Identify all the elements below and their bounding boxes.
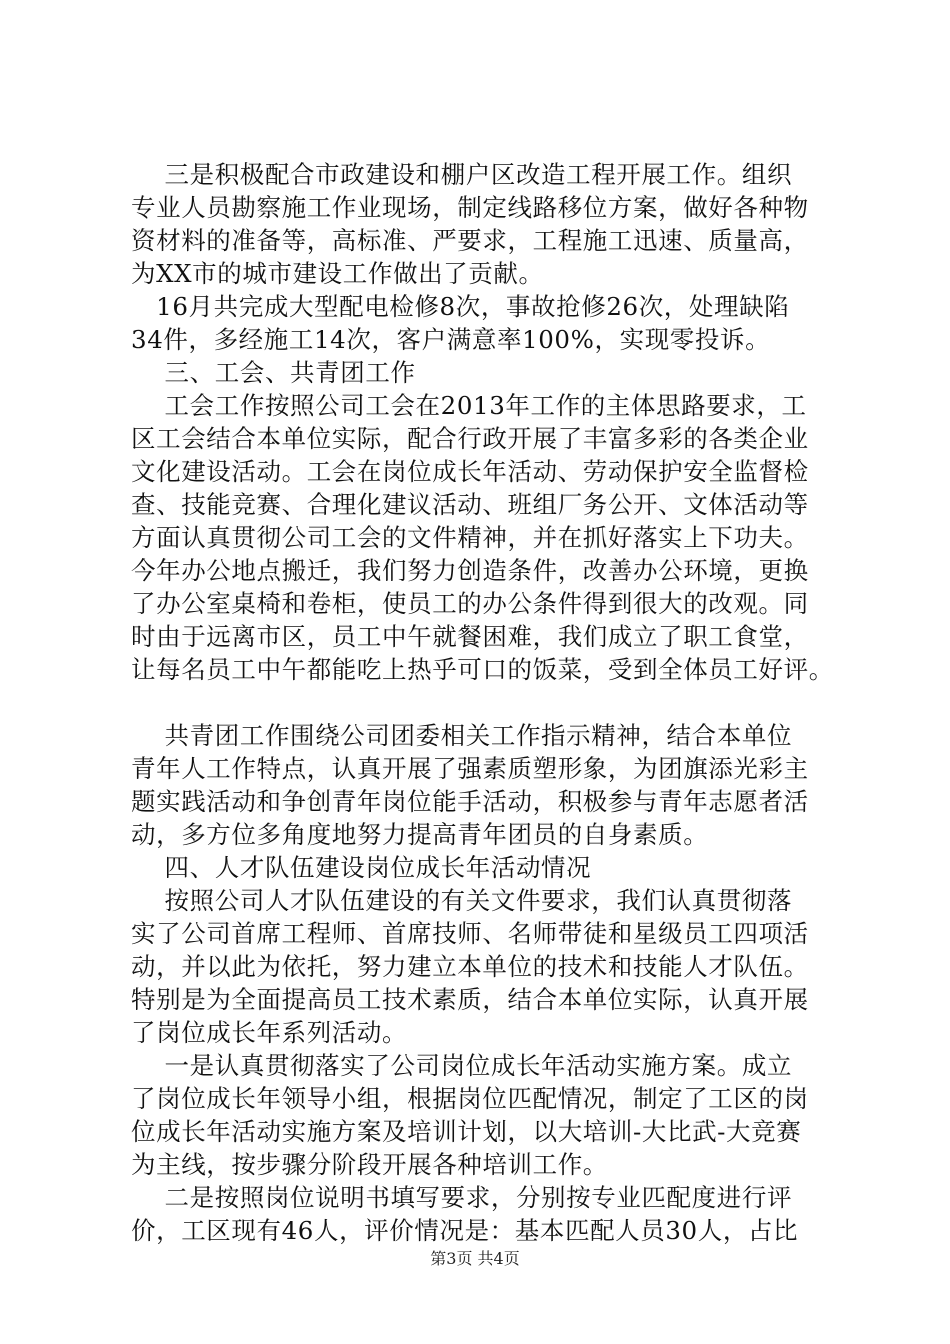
text-line: 了办公室桌椅和卷柜，使员工的办公条件得到很大的改观。同 — [131, 589, 809, 618]
text-line: 按照公司人才队伍建设的有关文件要求，我们认真贯彻落 — [131, 886, 793, 915]
text-line: 资材料的准备等，高标准、严要求，工程施工迅速、质量高， — [131, 226, 809, 255]
text-line: 价，工区现有46人，评价情况是：基本匹配人员30人，占比 — [131, 1216, 799, 1245]
text-line: 16月共完成大型配电检修8次，事故抢修26次，处理缺陷 — [131, 292, 790, 321]
text-line: 动，并以此为依托，努力建立本单位的技术和技能人才队伍。 — [131, 952, 809, 981]
text-line: 了岗位成长年系列活动。 — [131, 1018, 408, 1047]
blank-line — [131, 686, 861, 719]
text-line: 特别是为全面提高员工技术素质，结合本单位实际，认真开展 — [131, 985, 809, 1014]
text-line: 工会工作按照公司工会在2013年工作的主体思路要求，工 — [131, 391, 807, 420]
text-line: 让每名员工中午都能吃上热乎可口的饭菜，受到全体员工好评。 — [131, 655, 834, 684]
text-line: 34件，多经施工14次，客户满意率100%，实现零投诉。 — [131, 325, 771, 354]
text-line: 今年办公地点搬迁，我们努力创造条件，改善办公环境，更换 — [131, 556, 809, 585]
text-line: 为XX市的城市建设工作做出了贡献。 — [131, 259, 544, 288]
text-line: 查、技能竞赛、合理化建议活动、班组厂务公开、文体活动等 — [131, 490, 809, 519]
text-line: 位成长年活动实施方案及培训计划，以大培训-大比武-大竞赛 — [131, 1117, 802, 1146]
text-line: 了岗位成长年领导小组，根据岗位匹配情况，制定了工区的岗 — [131, 1084, 809, 1113]
text-line: 实了公司首席工程师、首席技师、名师带徒和星级员工四项活 — [131, 919, 809, 948]
text-line: 方面认真贯彻公司工会的文件精神，并在抓好落实上下功夫。 — [131, 523, 809, 552]
text-line: 三是积极配合市政建设和棚户区改造工程开展工作。组织 — [131, 160, 793, 189]
text-line: 一是认真贯彻落实了公司岗位成长年活动实施方案。成立 — [131, 1051, 793, 1080]
text-line: 二是按照岗位说明书填写要求，分别按专业匹配度进行评 — [131, 1183, 793, 1212]
text-line: 为主线，按步骤分阶段开展各种培训工作。 — [131, 1150, 608, 1179]
section-heading: 四、人才队伍建设岗位成长年活动情况 — [131, 853, 592, 882]
text-line: 文化建设活动。工会在岗位成长年活动、劳动保护安全监督检 — [131, 457, 809, 486]
text-line: 区工会结合本单位实际，配合行政开展了丰富多彩的各类企业 — [131, 424, 809, 453]
page-footer: 第3页 共4页 — [430, 1249, 520, 1268]
text-line: 专业人员勘察施工作业现场，制定线路移位方案，做好各种物 — [131, 193, 809, 222]
text-line: 青年人工作特点，认真开展了强素质塑形象，为团旗添光彩主 — [131, 754, 809, 783]
document-body — [131, 158, 861, 1247]
text-line: 题实践活动和争创青年岗位能手活动，积极参与青年志愿者活 — [131, 787, 809, 816]
text-line: 时由于远离市区，员工中午就餐困难，我们成立了职工食堂， — [131, 622, 809, 651]
text-line: 共青团工作围绕公司团委相关工作指示精神，结合本单位 — [131, 721, 793, 750]
text-line: 动，多方位多角度地努力提高青年团员的自身素质。 — [131, 820, 709, 849]
section-heading: 三、工会、共青团工作 — [131, 358, 416, 387]
